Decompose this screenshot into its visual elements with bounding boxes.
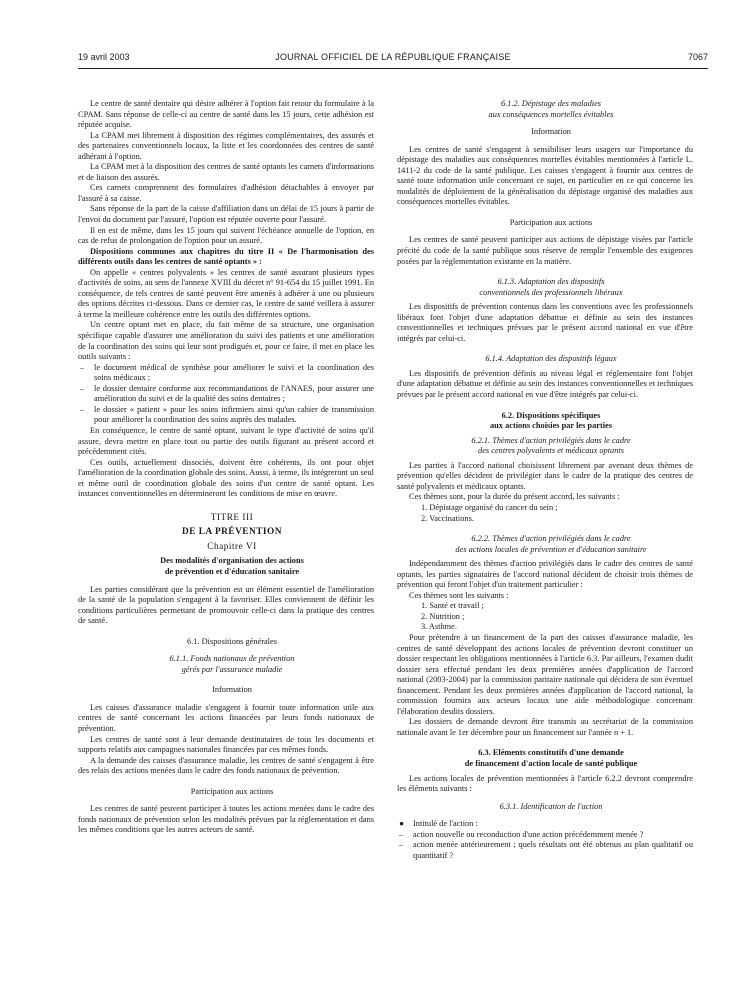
paragraph: Les dispositifs de prévention définis au niveau légal et réglementaire font l'objet d'une adaptation débattue et définie au sein des instances conventionnelles et techniques prévues par le présent accord national en vue d'être intégrés par celui-ci. bbox=[397, 368, 693, 400]
section-heading-line-1: 6.2. Dispositions spécifiques bbox=[501, 410, 601, 420]
subheading-information: Information bbox=[212, 685, 252, 695]
list-item bbox=[397, 819, 693, 830]
running-header bbox=[78, 52, 708, 69]
section-heading-line-1: 6.3. Eléments constitutifs d'une demande bbox=[478, 748, 624, 758]
list-item-text: le document médical de synthèse pour améliorer le suivi et la coordination des soins médicaux ; bbox=[94, 362, 374, 383]
right-column bbox=[397, 99, 693, 861]
subsection-heading-line-1: 6.1.3. Adaptation des dispositifs bbox=[497, 277, 605, 287]
section-heading-line-2: de financement d'action locale de santé publique bbox=[464, 758, 638, 768]
subsection-heading-line-2: des actions locales de prévention et d'éducation sanitaire bbox=[455, 544, 647, 554]
list-item bbox=[78, 363, 374, 384]
left-column bbox=[78, 99, 374, 836]
chapter-title-line-2: de prévention et d'éducation sanitaire bbox=[164, 566, 300, 576]
paragraph: La CPAM met librement à disposition des régimes complémentaires, des assurés et des partenaires conventionnels locaux, la liste et les coordonnées des centres de santé adhérant à l'option. bbox=[78, 130, 374, 161]
header-page-number: 7067 bbox=[687, 52, 708, 62]
dash-marker: – bbox=[80, 383, 85, 393]
paragraph: Ces carnets comprennent des formulaires d'adhésion détachables à envoyer par l'assuré à sa caisse. bbox=[78, 183, 374, 203]
paragraph: Les centres de santé peuvent participer aux actions de dépistage visées par l'article précité du code de la santé publique sous réserve de remplir l'ensemble des exigences posées par la réglementation existante en la matière. bbox=[397, 235, 693, 266]
subsection-heading-line-1: 6.2.2. Thèmes d'action privilégiés dans le cadre bbox=[471, 534, 631, 544]
list-item-text: action nouvelle ou reconduction d'une action précédemment menée ? bbox=[413, 829, 644, 839]
list-item bbox=[78, 405, 374, 426]
subsection-heading-line-2: aux conséquences mortelles évitables bbox=[488, 109, 614, 119]
paragraph: On appelle « centres polyvalents » les centres de santé assurant plusieurs types d'activités de soins, au sens de l'annexe XVIII du décret n° 91-654 du 15 juillet 1991. En conséquence, de tels centres de santé peuvent être amenés à adhérer à une ou plusieurs des options décrites ci-dessous. Dans ce dernier cas, le centre de santé veillera à assurer à terme la meilleure cohérence entre les outils des différentes options. bbox=[78, 267, 374, 319]
paragraph: Il en est de même, dans les 15 jours qui suivent l'échéance annuelle de l'option, en cas de refus de prolongation de l'option pour un assuré. bbox=[78, 225, 374, 246]
paragraph: Les centres de santé peuvent participer à toutes les actions menées dans le cadre des fonds nationaux de prévention selon les modalités prévues par la réglementation et dans les mêmes conditions que les autres acteurs de santé. bbox=[78, 804, 374, 835]
paragraph: Pour prétendre à un financement de la part des caisses d'assurance maladie, les centres de santé développant des actions locales de prévention devront constituer un dossier respectant les obligations mentionnées à l'article 6.3. Par ailleurs, l'examen dudit dossier sera effectué pendant les deux premières années d'application de l'accord national (2003-2004) par la commission paritaire nationale qui décidera de son éventuel financement. Pendant les deux premières années d'application de l'accord national, la commission fournira aux acteurs locaux une aide méthodologique concernant l'élaboration desdits dossiers. bbox=[397, 632, 693, 716]
list-item bbox=[78, 384, 374, 405]
title-number: TITRE III bbox=[210, 512, 254, 523]
paragraph: Les dispositifs de prévention contenus dans les conventions avec les professionnels libéraux font l'objet d'une adaptation débattue et définie au sein des instances conventionnelles et techniques prévues par le présent accord national en vue d'être intégrés par celui-ci. bbox=[397, 302, 693, 343]
subsection-heading-line-1: 6.2.1. Thèmes d'action privilégiés dans le cadre bbox=[471, 435, 631, 445]
paragraph: Les centres de santé s'engagent à sensibiliser leurs usagers sur l'importance du dépistage des maladies aux conséquences mortelles évitables mentionnées à l'article L. 1411-2 du code de la santé publique. Les caisses s'engagent à fournir aux centres de santé toute information utile concernant ce sujet, en particulier en ce qui concerne les modalités de déploiement de la généralisation du dépistage organisé des maladies aux conséquences mortelles évitables. bbox=[397, 144, 693, 207]
paragraph: A la demande des caisses d'assurance maladie, les centres de santé s'engagent à être des relais des actions menées dans le cadre des fonds nationaux de prévention. bbox=[78, 755, 374, 776]
subsection-heading-line-2: des centres polyvalents et médicaux optants bbox=[478, 446, 624, 456]
paragraph: En conséquence, le centre de santé optant, suivant le type d'activité de soins qu'il assure, devra mettre en place tout ou partie des outils figurant au présent accord et précédemment cités. bbox=[78, 425, 374, 457]
paragraph: Un centre optant met en place, du fait même de sa structure, une organisation spécifique capable d'assurer une amélioration du suivi des patients et une amélioration de la coordination des soins qui leur sont prodigués et, pour ce faire, il met en place les outils suivants : bbox=[78, 320, 374, 362]
subheading-participation: Participation aux actions bbox=[190, 786, 274, 796]
subsection-heading-line-1: 6.1.2. Dépistage des maladies bbox=[500, 99, 602, 108]
title-name: DE LA PRÉVENTION bbox=[182, 527, 282, 538]
dash-marker: – bbox=[80, 362, 85, 372]
list-item-text: action menée antérieurement ; quels résultats ont été obtenus au plan qualitatif ou quantitatif ? bbox=[413, 840, 693, 860]
paragraph: Ces outils, actuellement dissociés, doivent être cohérents, ils ont pour objet l'amélioration de la coordination globale des soins. Aussi, à terme, ils intégreront un seul et même outil de coordination globale des soins d'un centre de santé optant. Les instances conventionnelles en détermineront les conditions de mise en œuvre. bbox=[78, 457, 374, 499]
subsection-heading-line-2: conventionnels des professionnels libéraux bbox=[479, 287, 623, 297]
paragraph: Les parties considérant que la prévention est un élément essentiel de l'amélioration de la santé de la population s'engagent à la favoriser. Elles conviennent de définir les conditions particulières permettant de promouvoir celle-ci dans la pratique des centres de santé. bbox=[78, 584, 374, 626]
list-item-text: Intitulé de l'action : bbox=[413, 819, 478, 829]
bullet-icon: ● bbox=[399, 819, 405, 829]
paragraph: Ces thèmes sont les suivants : bbox=[409, 590, 509, 600]
chapter-number: Chapitre VI bbox=[207, 541, 257, 552]
paragraph: Les parties à l'accord national choisissent librement par avenant deux thèmes de prévention qu'elles décident de privilégier dans le cadre de la pratique des centres de santé polyvalents et médicaux optants. bbox=[397, 460, 693, 491]
paragraph: Les actions locales de prévention mentionnées à l'article 6.2.2 devront comprendre les éléments suivants : bbox=[397, 773, 693, 794]
section-heading bbox=[78, 637, 374, 648]
list-item-text: le dossier dentaire conforme aux recommandations de l'ANAES, pour assurer une amélioration du suivi et de la qualité des soins dentaires ; bbox=[94, 383, 374, 404]
numbered-item: 2. Vaccinations. bbox=[421, 513, 474, 523]
paragraph: Sans réponse de la part de la caisse d'affiliation dans un délai de 15 jours à partir de l'envoi du document par l'assuré, l'option est réputée ouverte pour l'assuré. bbox=[78, 204, 374, 225]
paragraph: La CPAM met à la disposition des centres de santé optants les carnets d'informations et de liaison des assurés. bbox=[78, 162, 374, 182]
list-item bbox=[397, 830, 693, 841]
list-item bbox=[397, 840, 693, 861]
subheading-participation: Participation aux actions bbox=[509, 217, 593, 227]
section-heading-line-2: aux actions choisies par les parties bbox=[490, 421, 612, 431]
paragraph: Le centre de santé dentaire qui désire adhérer à l'option fait retour du formulaire à la CPAM. Sans réponse de celle-ci au centre de santé dans les 15 jours, cette adhésion est réputée acquise. bbox=[78, 99, 374, 130]
subsection-heading: 6.1.4. Adaptation des dispositifs légaux bbox=[485, 354, 617, 364]
dash-marker: – bbox=[80, 404, 85, 414]
numbered-item: 2. Nutrition ; bbox=[421, 611, 465, 621]
section-heading-inline: Dispositions communes aux chapitres du titre II « De l'harmonisation des différents outils dans les centres de santé optants » : bbox=[78, 246, 374, 267]
list-item-text: le dossier « patient » pour les soins infirmiers ainsi qu'un cahier de transmission pour améliorer la coordination des soins auprès des malades. bbox=[94, 404, 374, 425]
paragraph: Les centres de santé sont à leur demande destinataires de tous les documents et supports relatifs aux campagnes nationales financées par ces mêmes fonds. bbox=[78, 734, 374, 755]
numbered-item: 1. Santé et travail ; bbox=[421, 601, 484, 611]
subheading-information: Information bbox=[531, 127, 571, 137]
header-journal-title: JOURNAL OFFICIEL DE LA RÉPUBLIQUE FRANÇAISE bbox=[275, 52, 511, 62]
subsection-heading-line-2: gérés par l'assurance maladie bbox=[181, 664, 283, 674]
header-date: 19 avril 2003 bbox=[78, 52, 130, 62]
numbered-item: 3. Asthme. bbox=[421, 622, 457, 632]
subsection-heading: 6.3.1. Identification de l'action bbox=[499, 801, 603, 811]
dash-marker: – bbox=[399, 840, 404, 850]
paragraph: Les dossiers de demande devront être transmis au secrétariat de la commission nationale avant le 1er décembre pour un financement sur l'année n + 1. bbox=[397, 717, 693, 737]
paragraph: Ces thèmes sont, pour la durée du présent accord, les suivants : bbox=[409, 492, 620, 502]
section-heading-text: 6.1. Dispositions générales bbox=[187, 636, 277, 646]
dash-marker: – bbox=[399, 829, 404, 839]
paragraph: Les caisses d'assurance maladie s'engagent à fournir toute information utile aux centres de santé concernant les actions financées par leurs fonds nationaux de prévention. bbox=[78, 702, 374, 733]
numbered-item: 1. Dépistage organisé du cancer du sein ; bbox=[421, 502, 558, 512]
subsection-heading-line-1: 6.1.1. Fonds nationaux de prévention bbox=[169, 654, 295, 664]
paragraph: Indépendamment des thèmes d'action privilégiés dans le cadre des centres de santé optants, les parties signataires de l'accord national décident de choisir trois thèmes de prévention qui feront l'objet d'un traitement particulier : bbox=[397, 559, 693, 590]
chapter-title-line-1: Des modalités d'organisation des actions bbox=[160, 556, 304, 566]
